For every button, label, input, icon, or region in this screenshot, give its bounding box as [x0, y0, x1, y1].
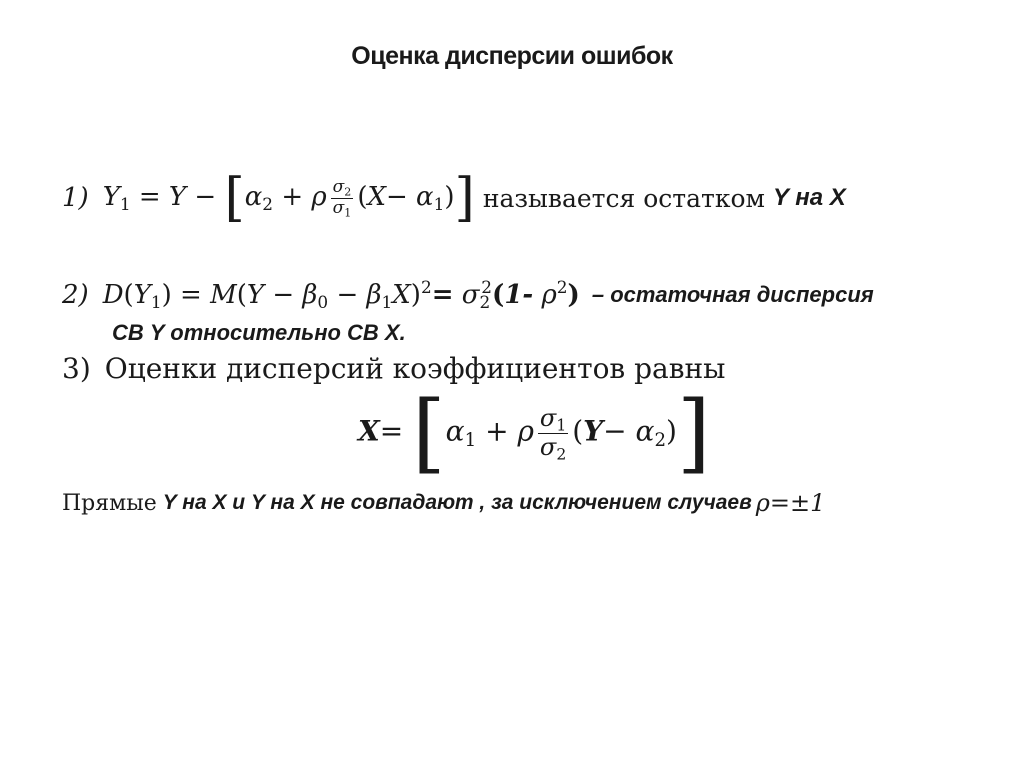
item-3 — [62, 350, 725, 386]
bottom-lead: Прямые — [62, 490, 157, 516]
item-2-tail: – остаточная дисперсия — [591, 282, 874, 307]
item-1-number: 1) — [62, 183, 89, 213]
page-title: Оценка дисперсии ошибок — [351, 42, 673, 70]
item-2-line-2: СВ Y относительно СВ X. — [112, 320, 406, 345]
item-1-bold-tail: Y на X — [772, 184, 846, 211]
bottom-line — [62, 486, 825, 520]
item-2-formula: $D(Y_1) = M(Y - \beta_0 - \beta_1X)^2= \sigma_2^2(1-$ $\rho^2$) — [102, 276, 580, 313]
item-1-formula: $Y_1 = Y - [\alpha_2 + \rho$ $\frac{\sigma_2}{\sigma_1}$ $(X- \alpha_1)$] — [102, 168, 475, 228]
bottom-italic: Y на X и Y на X не совпадают , за исключением случаев — [162, 491, 752, 514]
item-2-number: 2) — [62, 280, 89, 310]
item-3-text: Оценки дисперсий коэффициентов равны — [104, 351, 726, 385]
item-2 — [62, 270, 874, 320]
item-1 — [62, 163, 846, 233]
centered-formula: $X= [\alpha_1 + \rho$ $\frac{\sigma_1}{\sigma_2}$ $(Y- \alpha_2)$] — [358, 383, 711, 483]
item-3-number: 3) — [62, 351, 91, 385]
item-1-description: называется остатком — [482, 183, 765, 213]
bottom-tail: ρ=±1 — [755, 489, 826, 517]
